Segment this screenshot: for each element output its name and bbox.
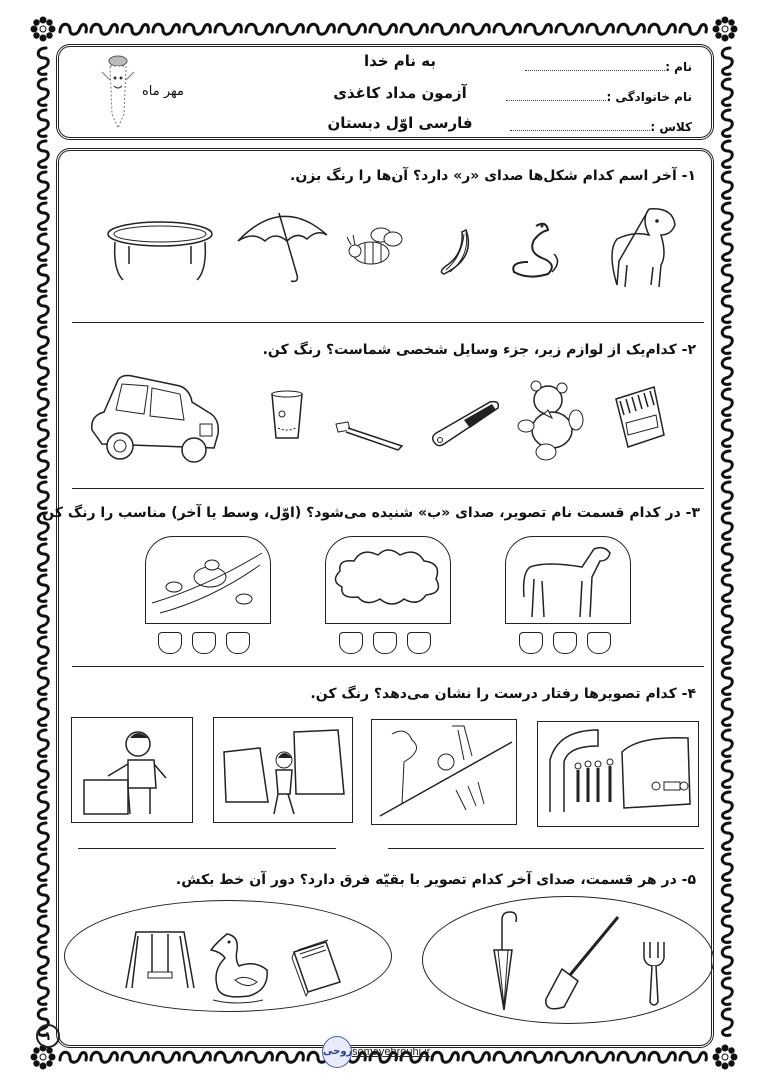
basmala-title: به نام خدا — [363, 52, 437, 70]
comb-image[interactable] — [430, 398, 502, 452]
swing-image[interactable] — [122, 928, 198, 996]
boy-crossing-street-picture[interactable] — [213, 717, 353, 823]
website-link[interactable]: somayehrouhi.ir — [352, 1046, 431, 1058]
students-boarding-bus-picture[interactable] — [537, 721, 699, 827]
q3-image1-slot-2[interactable] — [192, 632, 216, 654]
corner-flower-bottom-left-icon — [30, 1044, 56, 1070]
right-wave-border — [716, 46, 738, 1042]
family-name-label: نام خانوادگی : — [606, 90, 692, 104]
family-name-field[interactable] — [502, 90, 692, 104]
q3-image1-slot-1[interactable] — [158, 632, 182, 654]
corner-flower-bottom-right-icon — [712, 1044, 738, 1070]
corner-flower-top-left-icon — [30, 16, 56, 42]
exam-title: آزمون مداد کاغذی — [333, 84, 467, 102]
teddy-bear-image[interactable] — [518, 380, 584, 466]
boy-trash-bin-picture[interactable] — [71, 717, 193, 823]
bee-image[interactable] — [345, 225, 405, 279]
table-image[interactable] — [105, 220, 215, 290]
crayons-box-image[interactable] — [612, 385, 668, 455]
page-number-badge: ۱ — [36, 1024, 60, 1048]
name-field[interactable] — [521, 60, 692, 74]
q3-image3-slot-2[interactable] — [553, 632, 577, 654]
car-image[interactable] — [88, 372, 222, 468]
question-5-text: ۵- در هر قسمت، صدای آخر کدام تصویر با بقیّه فرق دارد؟ دور آن خط بکش. — [175, 872, 696, 888]
question-1-text: ۱- آخر اسم کدام شکل‌ها صدای «ر» دارد؟ آن‌ها را رنگ بزن. — [290, 168, 696, 184]
answer-line-right[interactable] — [388, 848, 704, 849]
cup-image[interactable] — [270, 390, 304, 446]
book-image[interactable] — [290, 940, 346, 1000]
class-input-line[interactable] — [510, 120, 650, 131]
snake-image[interactable] — [508, 218, 566, 284]
question-4-text: ۴- کدام تصویرها رفتار درست را نشان می‌دهد؟ رنگ کن. — [310, 686, 696, 702]
closed-umbrella-image[interactable] — [492, 910, 528, 1018]
fork-image[interactable] — [640, 940, 670, 1012]
divider-3 — [72, 666, 704, 667]
leaves-frame — [145, 536, 271, 624]
subject-title: فارسی اوّل دبستان — [327, 114, 473, 132]
question-3-text: ۳- در کدام قسمت نام تصویر، صدای «ب» شنیده می‌شود؟ (اوّل، وسط یا آخر) مناسب را رنگ کن. — [36, 505, 700, 521]
class-field[interactable] — [506, 120, 692, 134]
answer-line-left[interactable] — [78, 848, 336, 849]
q3-image2-slot-2[interactable] — [373, 632, 397, 654]
q3-image2-slot-3[interactable] — [407, 632, 431, 654]
horse-frame — [505, 536, 631, 624]
banana-image[interactable] — [436, 228, 478, 282]
name-input-line[interactable] — [525, 60, 665, 71]
family-name-input-line[interactable] — [506, 90, 606, 101]
pencil-mascot-icon — [98, 54, 138, 132]
cloud-frame — [325, 536, 451, 624]
corner-flower-top-right-icon — [712, 16, 738, 42]
kids-breaking-tree-picture[interactable] — [371, 719, 517, 825]
toothbrush-image[interactable] — [332, 418, 406, 456]
month-label: مهر ماه — [142, 84, 184, 99]
q3-image3-slot-1[interactable] — [519, 632, 543, 654]
q3-image3-slot-3[interactable] — [587, 632, 611, 654]
q3-image1-slot-3[interactable] — [226, 632, 250, 654]
q3-image2-slot-1[interactable] — [339, 632, 363, 654]
divider-2 — [72, 488, 704, 489]
duck-image[interactable] — [205, 930, 271, 1010]
left-wave-border — [32, 46, 54, 1042]
umbrella-image[interactable] — [235, 205, 330, 289]
divider-1 — [72, 322, 704, 323]
lamb-image[interactable] — [605, 205, 685, 295]
shovel-image[interactable] — [540, 915, 622, 1017]
name-label: نام : — [665, 60, 692, 74]
class-label: کلاس : — [650, 120, 692, 134]
question-2-text: ۲- کدام‌یک از لوازم زیر، جزء وسایل شخصی شماست؟ رنگ کن. — [262, 342, 696, 358]
site-logo-icon: روحی — [322, 1036, 352, 1068]
top-wave-border — [58, 18, 710, 40]
